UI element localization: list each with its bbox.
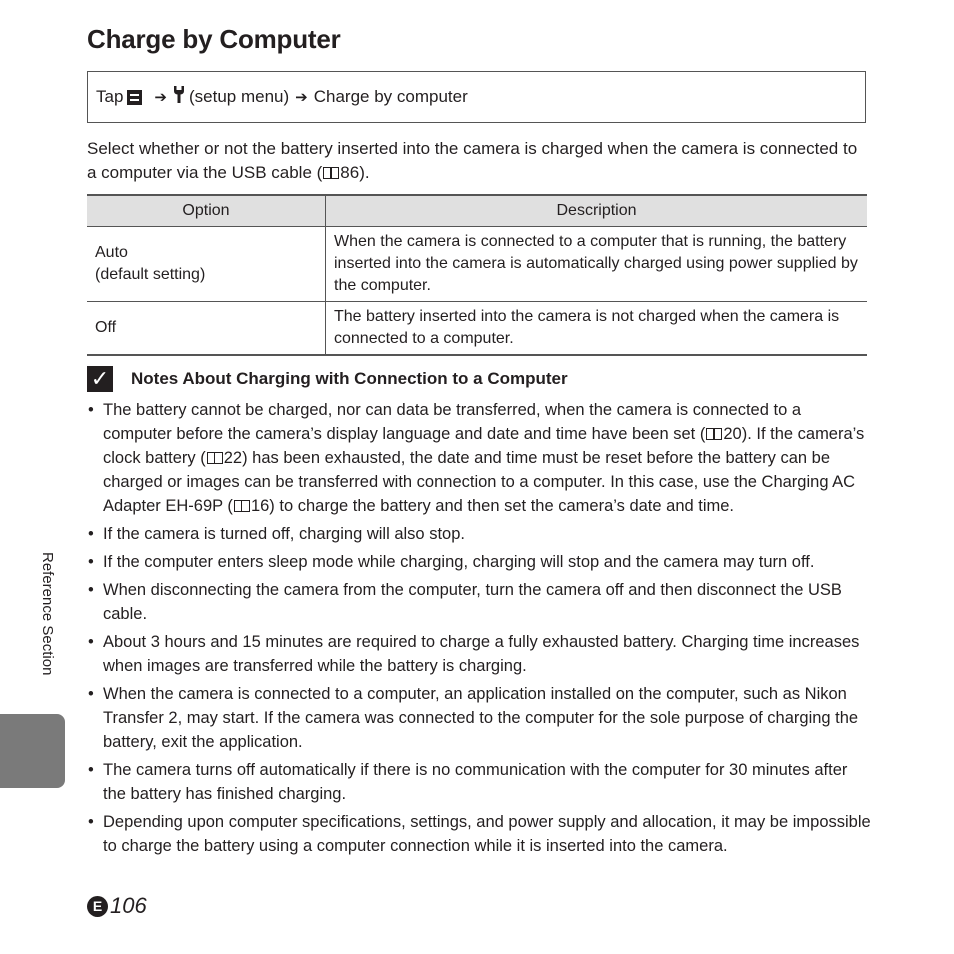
notes-list [87, 398, 872, 862]
arrow-icon: ➔ [154, 89, 167, 106]
list-item: • When disconnecting the camera from the computer, turn the camera off and then disconnect the USB cable. [87, 578, 872, 626]
list-item: • If the camera is turned off, charging will also stop. [87, 522, 872, 546]
page-ref[interactable]: 22 [223, 449, 243, 467]
menu-icon [127, 90, 142, 105]
option-note: (default setting) [95, 266, 206, 283]
table-header-option: Option [87, 195, 326, 227]
description-cell: The battery inserted into the camera is not charged when the camera is connected to a computer. [326, 302, 868, 356]
notes-heading [87, 366, 568, 392]
option-name: Auto [95, 244, 128, 261]
option-cell: Off [87, 302, 326, 356]
book-ref-icon [207, 452, 223, 464]
table-header-description: Description [326, 195, 868, 227]
note-text: ). If the camera’s clock battery ( [103, 425, 865, 467]
page-ref[interactable]: 16 [250, 497, 270, 515]
option-cell [87, 227, 326, 302]
intro-text-end: ). [359, 163, 370, 182]
page-ref[interactable]: 86 [340, 163, 360, 182]
table-row [87, 227, 867, 302]
options-table [87, 194, 867, 356]
description-cell: When the camera is connected to a computer that is running, the battery inserted into the camera is automatically charged using power supplied by the computer. [326, 227, 868, 302]
table-row [87, 302, 867, 356]
tap-label: Tap [96, 87, 124, 106]
book-ref-icon [234, 500, 250, 512]
notes-heading-text: Notes About Charging with Connection to a Computer [131, 369, 568, 388]
list-item: • When the camera is connected to a computer, an application installed on the computer, such as Nikon Transfer 2, may start. If the camera was connected to the computer for the sole purpose of charging the battery, exit the application. [87, 682, 872, 754]
section-side-label: Reference Section [39, 552, 56, 676]
intro-text: Select whether or not the battery inserted into the camera is charged when the camera is connected to a computer via the USB cable ( [87, 139, 858, 182]
wrench-icon [173, 86, 185, 108]
note-text: ) to charge the battery and then set the camera’s date and time. [269, 497, 735, 515]
e-circle-icon: E [87, 896, 108, 917]
intro-paragraph [87, 137, 867, 185]
page-title: Charge by Computer [87, 24, 341, 54]
book-ref-icon [323, 167, 339, 179]
page-number [87, 893, 147, 919]
section-tab-marker [0, 714, 65, 788]
note-text: ) has been exhausted, the date and time must be reset before the battery can be charged or images can be transferred with connection to a computer. In this case, use the Charging AC Adapter EH-69P ( [103, 449, 856, 515]
menu-path-box [87, 71, 866, 123]
list-item: • The camera turns off automatically if there is no communication with the computer for 30 minutes after the battery has finished charging. [87, 758, 872, 806]
list-item [87, 398, 872, 518]
list-item: • About 3 hours and 15 minutes are required to charge a fully exhausted battery. Charging time increases when images are transferred while the battery is charging. [87, 630, 872, 678]
list-item: • If the computer enters sleep mode while charging, charging will stop and the camera may turn off. [87, 550, 872, 574]
target-menu-item: Charge by computer [313, 87, 468, 106]
page-number-text: 106 [110, 893, 147, 918]
check-icon: ✓ [87, 366, 113, 392]
page-ref[interactable]: 20 [723, 425, 742, 443]
setup-menu-label: (setup menu) [189, 87, 290, 106]
list-item: • Depending upon computer specifications, settings, and power supply and allocation, it may be impossible to charge the battery using a computer connection while it is inserted into the camera. [87, 810, 872, 858]
arrow-icon: ➔ [295, 89, 308, 106]
book-ref-icon [706, 428, 722, 440]
note-text: The battery cannot be charged, nor can data be transferred, when the camera is connected to a computer before the camera’s display language and date and time have been set ( [103, 401, 802, 443]
